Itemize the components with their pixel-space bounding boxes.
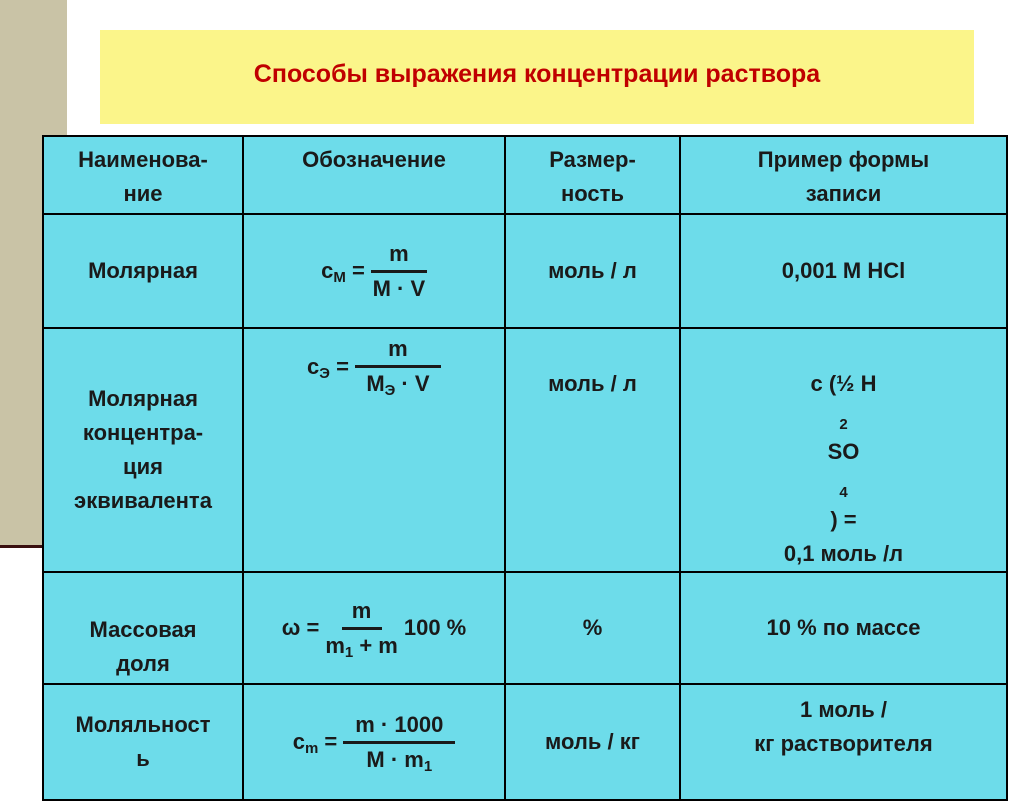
formula-multiplier: 100 % [403, 615, 467, 640]
formula-denominator [366, 744, 432, 776]
formula-denominator [366, 368, 429, 400]
example-text: c (½ H [810, 371, 877, 396]
header-name-line-1: Наименова- [78, 147, 208, 172]
concentration-table [42, 135, 1008, 801]
cell-example: 0,001 M HCl [680, 214, 1007, 328]
cell-name-line-1: Моляльност [75, 712, 211, 737]
cell-name [43, 572, 243, 684]
formula-symbol: c [321, 258, 334, 283]
header-example [680, 136, 1007, 214]
denominator-subscript: 1 [423, 757, 433, 775]
example-subscript: 4 [839, 484, 848, 501]
title-banner [100, 30, 974, 124]
cell-name-line-1: Молярная [88, 386, 198, 411]
header-dimension-line-1: Размер- [549, 147, 636, 172]
cell-name-line-2: доля [116, 651, 170, 676]
formula-numerator: m [389, 240, 409, 266]
cell-formula [243, 214, 505, 328]
example-line-1 [685, 367, 1002, 537]
formula-denominator [325, 630, 398, 662]
denominator-symbol: M [366, 371, 385, 396]
formula-fraction [343, 709, 455, 776]
cell-example [680, 328, 1007, 572]
formula-equals: = [345, 258, 365, 283]
cell-dimension: моль / л [505, 214, 680, 328]
formula-symbol: ω [281, 615, 301, 640]
cell-name: Молярная [43, 214, 243, 328]
example-line-2: 0,1 моль /л [783, 541, 904, 566]
header-dimension [505, 136, 680, 214]
formula-symbol-subscript: M [333, 269, 346, 286]
table-row-molar [43, 214, 1007, 328]
cell-name-line-2: концентра- [82, 420, 204, 445]
cell-formula [243, 684, 505, 800]
formula-symbol: c [307, 353, 320, 379]
page-title: Способы выражения концентрации раствора [253, 60, 821, 88]
example-line-1: 1 моль / [800, 697, 887, 722]
cell-name [43, 684, 243, 800]
formula-fraction [355, 333, 441, 400]
cell-dimension: моль / кг [505, 684, 680, 800]
header-example-line-1: Пример формы [757, 147, 930, 172]
formula-equivalent [307, 333, 441, 400]
table-header-row [43, 136, 1007, 214]
formula-lhs [282, 611, 320, 645]
denominator-symbol: m [325, 632, 345, 658]
formula-equals: = [318, 729, 338, 754]
header-example-line-2: записи [805, 181, 882, 206]
formula-molality [293, 709, 456, 776]
example-text: ) = [830, 507, 857, 532]
formula-numerator: m [351, 597, 372, 623]
cell-name-line-1: Массовая [89, 617, 197, 642]
formula-lhs [293, 725, 338, 759]
formula-denominator: M · V [372, 275, 426, 301]
formula-numerator: m [388, 336, 408, 361]
formula-fraction [371, 238, 427, 305]
cell-formula [243, 572, 505, 684]
header-dimension-line-2: ность [561, 181, 624, 206]
cell-example [680, 684, 1007, 800]
denominator-subscript: 1 [344, 643, 354, 661]
denominator-rest: + m [353, 632, 398, 658]
cell-name-line-2: ь [136, 746, 150, 771]
formula-lhs [307, 350, 349, 384]
cell-dimension: моль / л [505, 328, 680, 572]
denominator-subscript: Э [384, 382, 396, 399]
table-row-molality [43, 684, 1007, 800]
formula-molar [321, 238, 427, 305]
example-line-2: кг растворителя [754, 731, 933, 756]
denominator-rest: · V [395, 371, 430, 396]
table-row-mass-fraction [43, 572, 1007, 684]
formula-equals: = [329, 353, 349, 379]
cell-formula [243, 328, 505, 572]
example-text: SO [827, 439, 860, 464]
formula-symbol-subscript: Э [319, 364, 330, 382]
formula-equals: = [300, 615, 320, 640]
table-row-equivalent [43, 328, 1007, 572]
cell-dimension: % [505, 572, 680, 684]
cell-name-line-4: эквивалента [74, 488, 212, 513]
formula-symbol-subscript: m [304, 740, 319, 757]
cell-name-line-3: ция [123, 454, 163, 479]
header-notation: Обозначение [243, 136, 505, 214]
denominator-symbol: M · m [366, 746, 424, 772]
formula-numerator: m · 1000 [355, 711, 444, 737]
cell-example: 10 % по массе [680, 572, 1007, 684]
formula-symbol: c [292, 729, 305, 754]
header-name [43, 136, 243, 214]
header-name-line-2: ние [123, 181, 163, 206]
formula-lhs [321, 254, 365, 288]
cell-name [43, 328, 243, 572]
formula-fraction [325, 595, 398, 662]
example-subscript: 2 [839, 416, 848, 433]
formula-mass-fraction [282, 595, 467, 662]
